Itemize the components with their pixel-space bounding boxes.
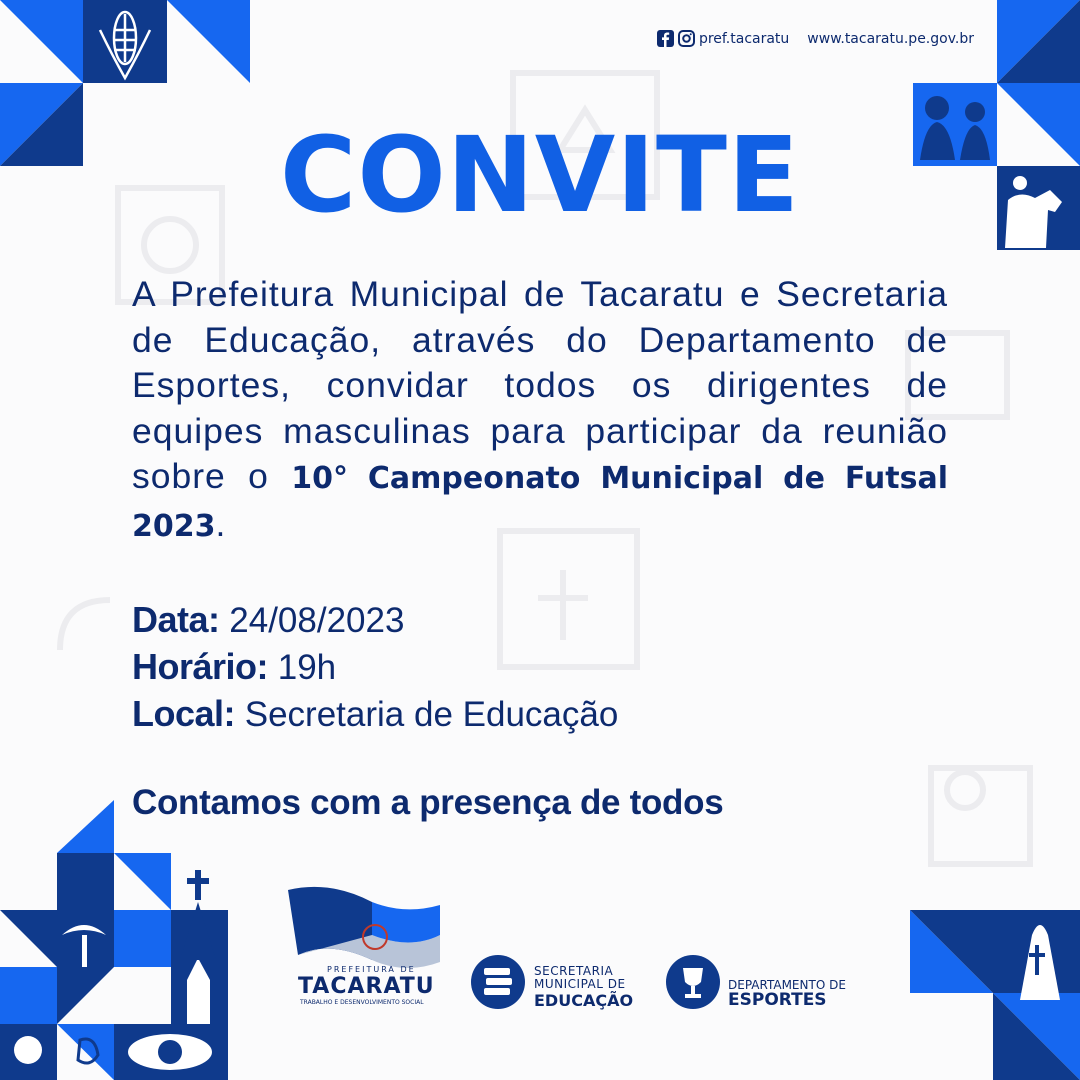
prefeitura-name: TACARATU xyxy=(298,974,435,999)
prefeitura-small-label: PREFEITURA DE xyxy=(327,965,416,974)
paragraph-end: . xyxy=(215,503,227,544)
departamento-line1: DEPARTAMENTO DE xyxy=(728,978,846,992)
place-label: Local: xyxy=(132,693,236,734)
secretaria-line2: MUNICIPAL DE xyxy=(534,977,626,991)
prefeitura-tagline: TRABALHO E DESENVOLVIMENTO SOCIAL xyxy=(300,999,424,1006)
date-value: 24/08/2023 xyxy=(229,601,405,640)
time-value: 19h xyxy=(277,648,337,687)
departamento-line2: ESPORTES xyxy=(728,990,827,1010)
event-name: 10° Campeonato Municipal de Futsal 2023 xyxy=(132,461,948,544)
invitation-text: A Prefeitura Municipal de Tacaratu e Secretaria de Educação, através do Departamento de Esportes, convidar todos os dirigentes de equipes masculinas para participar da reunião sobre o xyxy=(132,274,948,496)
page-title: CONVITE xyxy=(280,114,800,236)
place-value: Secretaria de Educação xyxy=(244,695,619,734)
social-handle: pref.tacaratu xyxy=(698,30,790,47)
time-label: Horário: xyxy=(132,646,269,687)
secretaria-line3: EDUCAÇÃO xyxy=(534,991,634,1010)
closing-message: Contamos com a presença de todos xyxy=(132,783,724,822)
website-link[interactable]: www.tacaratu.pe.gov.br xyxy=(807,30,974,47)
date-label: Data: xyxy=(132,599,220,640)
secretaria-line1: SECRETARIA xyxy=(534,964,614,978)
